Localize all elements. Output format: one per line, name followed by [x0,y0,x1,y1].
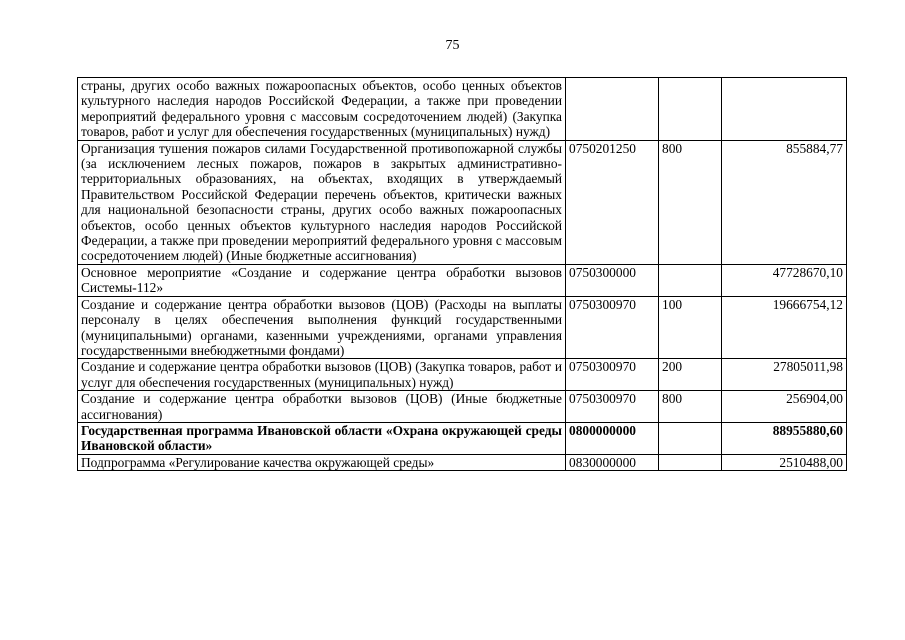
row-type-cell [659,78,722,141]
budget-table-body [78,78,847,471]
row-sum-cell: 19666754,12 [722,296,847,359]
table-row [78,454,847,470]
row-type-cell [659,454,722,470]
row-name-cell: Создание и содержание центра обработки вызовов (ЦОВ) (Расходы на выплаты персоналу в целях обеспечения выполнения функций государственными (муниципальными) органами, казенными учреждениями, органами управления государственными внебюджетными фондами) [78,296,566,359]
row-type-cell [659,264,722,296]
row-code-cell: 0750300970 [566,296,659,359]
row-name-cell: Создание и содержание центра обработки вызовов (ЦОВ) (Иные бюджетные ассигнования) [78,391,566,423]
row-code-cell [566,78,659,141]
row-name-cell: Организация тушения пожаров силами Государственной противопожарной службы (за исключением лесных пожаров, пожаров в закрытых административно-территориальных образованиях, на объектах, входящих в утверждаемый Правительством Российской Федерации перечень объектов, критически важных для национальной безопасности страны, других особо важных пожароопасных объектов, особо ценных объектов культурного наследия народов Российской Федерации, а также при проведении мероприятий федерального уровня с массовым сосредоточением людей) (Иные бюджетные ассигнования) [78,140,566,264]
table-row [78,391,847,423]
row-code-cell: 0750300970 [566,391,659,423]
table-row [78,296,847,359]
row-name-cell: Государственная программа Ивановской области «Охрана окружающей среды Ивановской области» [78,422,566,454]
table-row [78,78,847,141]
row-sum-cell [722,78,847,141]
row-code-cell: 0830000000 [566,454,659,470]
row-sum-cell: 855884,77 [722,140,847,264]
row-sum-cell: 27805011,98 [722,359,847,391]
row-code-cell: 0750201250 [566,140,659,264]
row-type-cell: 200 [659,359,722,391]
row-sum-cell: 2510488,00 [722,454,847,470]
row-type-cell: 800 [659,140,722,264]
row-sum-cell: 47728670,10 [722,264,847,296]
row-sum-cell: 256904,00 [722,391,847,423]
row-type-cell [659,422,722,454]
row-type-cell: 800 [659,391,722,423]
row-code-cell: 0800000000 [566,422,659,454]
table-row [78,140,847,264]
row-code-cell: 0750300970 [566,359,659,391]
table-row-program [78,422,847,454]
row-sum-cell: 88955880,60 [722,422,847,454]
row-name-cell: Основное мероприятие «Создание и содержание центра обработки вызовов Системы-112» [78,264,566,296]
table-row [78,359,847,391]
row-name-cell: Подпрограмма «Регулирование качества окружающей среды» [78,454,566,470]
row-name-cell: страны, других особо важных пожароопасных объектов, особо ценных объектов культурного наследия народов Российской Федерации, а также при проведении мероприятий федерального уровня с массовым сосредоточением людей) (Закупка товаров, работ и услуг для обеспечения государственных (муниципальных) нужд) [78,78,566,141]
budget-table [77,77,847,471]
page-number: 75 [445,38,460,53]
row-code-cell: 0750300000 [566,264,659,296]
row-name-cell: Создание и содержание центра обработки вызовов (ЦОВ) (Закупка товаров, работ и услуг для обеспечения государственных (муниципальных) нужд) [78,359,566,391]
row-type-cell: 100 [659,296,722,359]
table-row [78,264,847,296]
